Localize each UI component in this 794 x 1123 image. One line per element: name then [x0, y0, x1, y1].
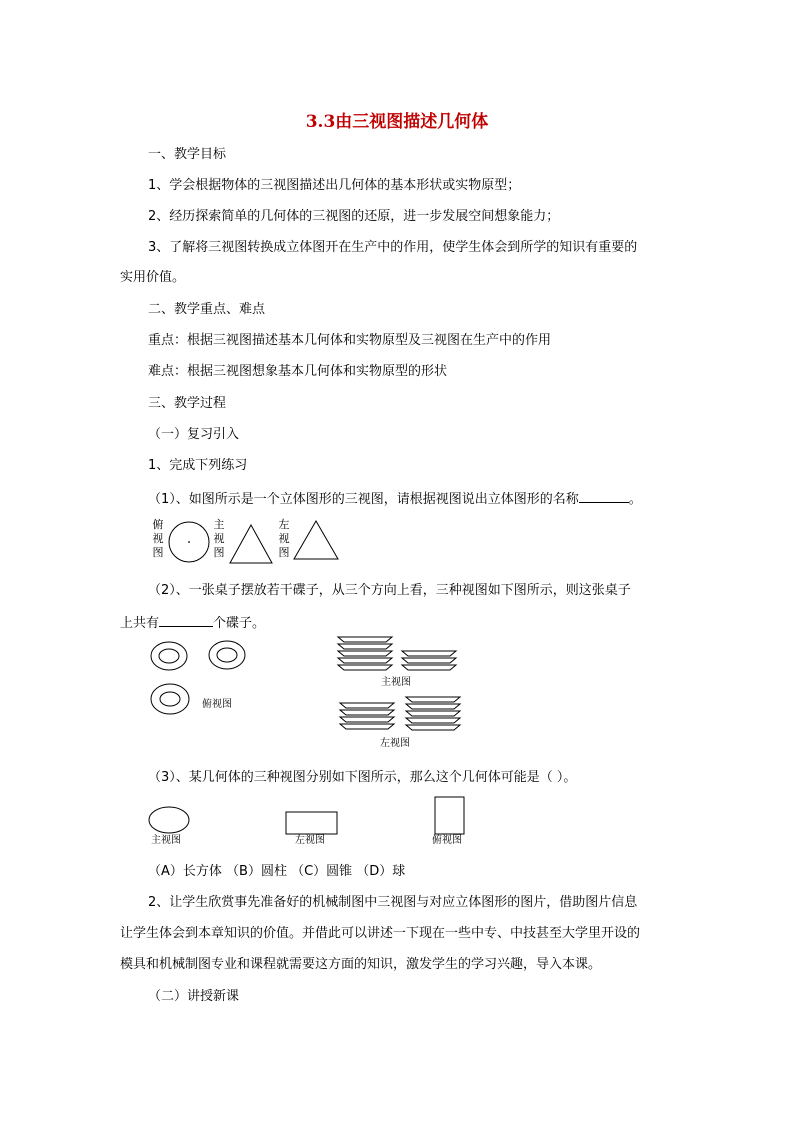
fig2-front-label: 主视图: [381, 677, 411, 688]
goal-2: 2、经历探索简单的几何体的三视图的还原，进一步发展空间想象能力；: [148, 209, 560, 224]
question-1-end: 。: [628, 492, 642, 507]
fig2-plate-top-2: [207, 640, 247, 672]
difficult-point: 难点：根据三视图想象基本几何体和实物原型的形状: [148, 364, 448, 379]
subsection-new-lesson: （二）讲授新课: [148, 989, 240, 1004]
question-2-text: 上共有: [120, 616, 160, 631]
question-2-end: 个碟子。: [213, 616, 266, 631]
activity-2-line2: 让学生体会到本章知识的价值。并借此可以讲述一下现在一些中专、中技甚至大学里开设的: [120, 926, 641, 941]
page-title: 3.3由三视图描述几何体: [305, 112, 489, 132]
fig2-plate-top-3: [150, 683, 190, 717]
question-1-text: （1）、如图所示是一个立体图形的三视图，请根据视图说出立体图形的名称: [148, 492, 579, 507]
question-3: （3）、某几何体的三种视图分别如下图所示，那么这个几何体可能是（ ）。: [148, 770, 577, 785]
fig2-plate-top-1: [150, 640, 188, 674]
key-point: 重点：根据三视图描述基本几何体和实物原型及三视图在生产中的作用: [148, 333, 552, 348]
answer-blank: [579, 490, 629, 503]
fig3-left-label: 左视图: [295, 835, 325, 846]
fig1-left-label: 左视图: [278, 518, 290, 559]
goal-3-line2: 实用价值。: [120, 270, 186, 285]
fig3-left-view-rect: [285, 811, 339, 835]
section-heading-key-points: 二、教学重点、难点: [148, 302, 266, 317]
fig3-front-view-ellipse: [148, 806, 192, 836]
fig2-left-stack-1: [338, 700, 398, 738]
question-2-line2: [120, 614, 265, 632]
section-heading-process: 三、教学过程: [148, 396, 227, 411]
fig2-top-label: 俯视图: [202, 699, 232, 710]
goal-1: 1、学会根据物体的三视图描述出几何体的基本形状或实物原型；: [148, 178, 521, 193]
fig1-top-view-circle: [168, 520, 214, 566]
fig2-left-label: 左视图: [380, 738, 410, 749]
answer-blank: [159, 614, 213, 627]
question-2-line1: （2）、一张桌子摆放若干碟子，从三个方向上看，三种视图如下图所示，则这张桌子: [148, 583, 631, 598]
fig2-front-stack-2: [400, 648, 460, 678]
subsection-review: （一）复习引入: [148, 427, 240, 442]
fig2-front-stack-1: [336, 634, 396, 676]
goal-3-line1: 3、了解将三视图转换成立体图开在生产中的作用，使学生体会到所学的知识有重要的: [148, 240, 638, 255]
fig1-top-label: 俯视图: [152, 518, 164, 559]
fig1-front-label: 主视图: [213, 518, 225, 559]
activity-2-line1: 2、让学生欣赏事先准备好的机械制图中三视图与对应立体图形的图片，借助图片信息: [148, 895, 638, 910]
activity-2-line3: 模具和机械制图专业和课程就需要这方面的知识，激发学生的学习兴趣，导入本课。: [120, 957, 602, 972]
section-heading-goals: 一、教学目标: [148, 147, 227, 162]
fig3-top-view-rect: [434, 796, 466, 836]
fig3-front-label: 主视图: [151, 835, 181, 846]
fig1-front-view-triangle: [229, 524, 275, 566]
answer-options: （A）长方体 （B）圆柱 （C）圆锥 （D）球: [148, 864, 406, 879]
question-1: [148, 490, 642, 508]
fig3-top-label: 俯视图: [432, 835, 462, 846]
exercise-heading: 1、完成下列练习: [148, 458, 248, 473]
fig2-left-stack-2: [404, 694, 464, 738]
fig1-left-view-triangle: [293, 520, 339, 562]
